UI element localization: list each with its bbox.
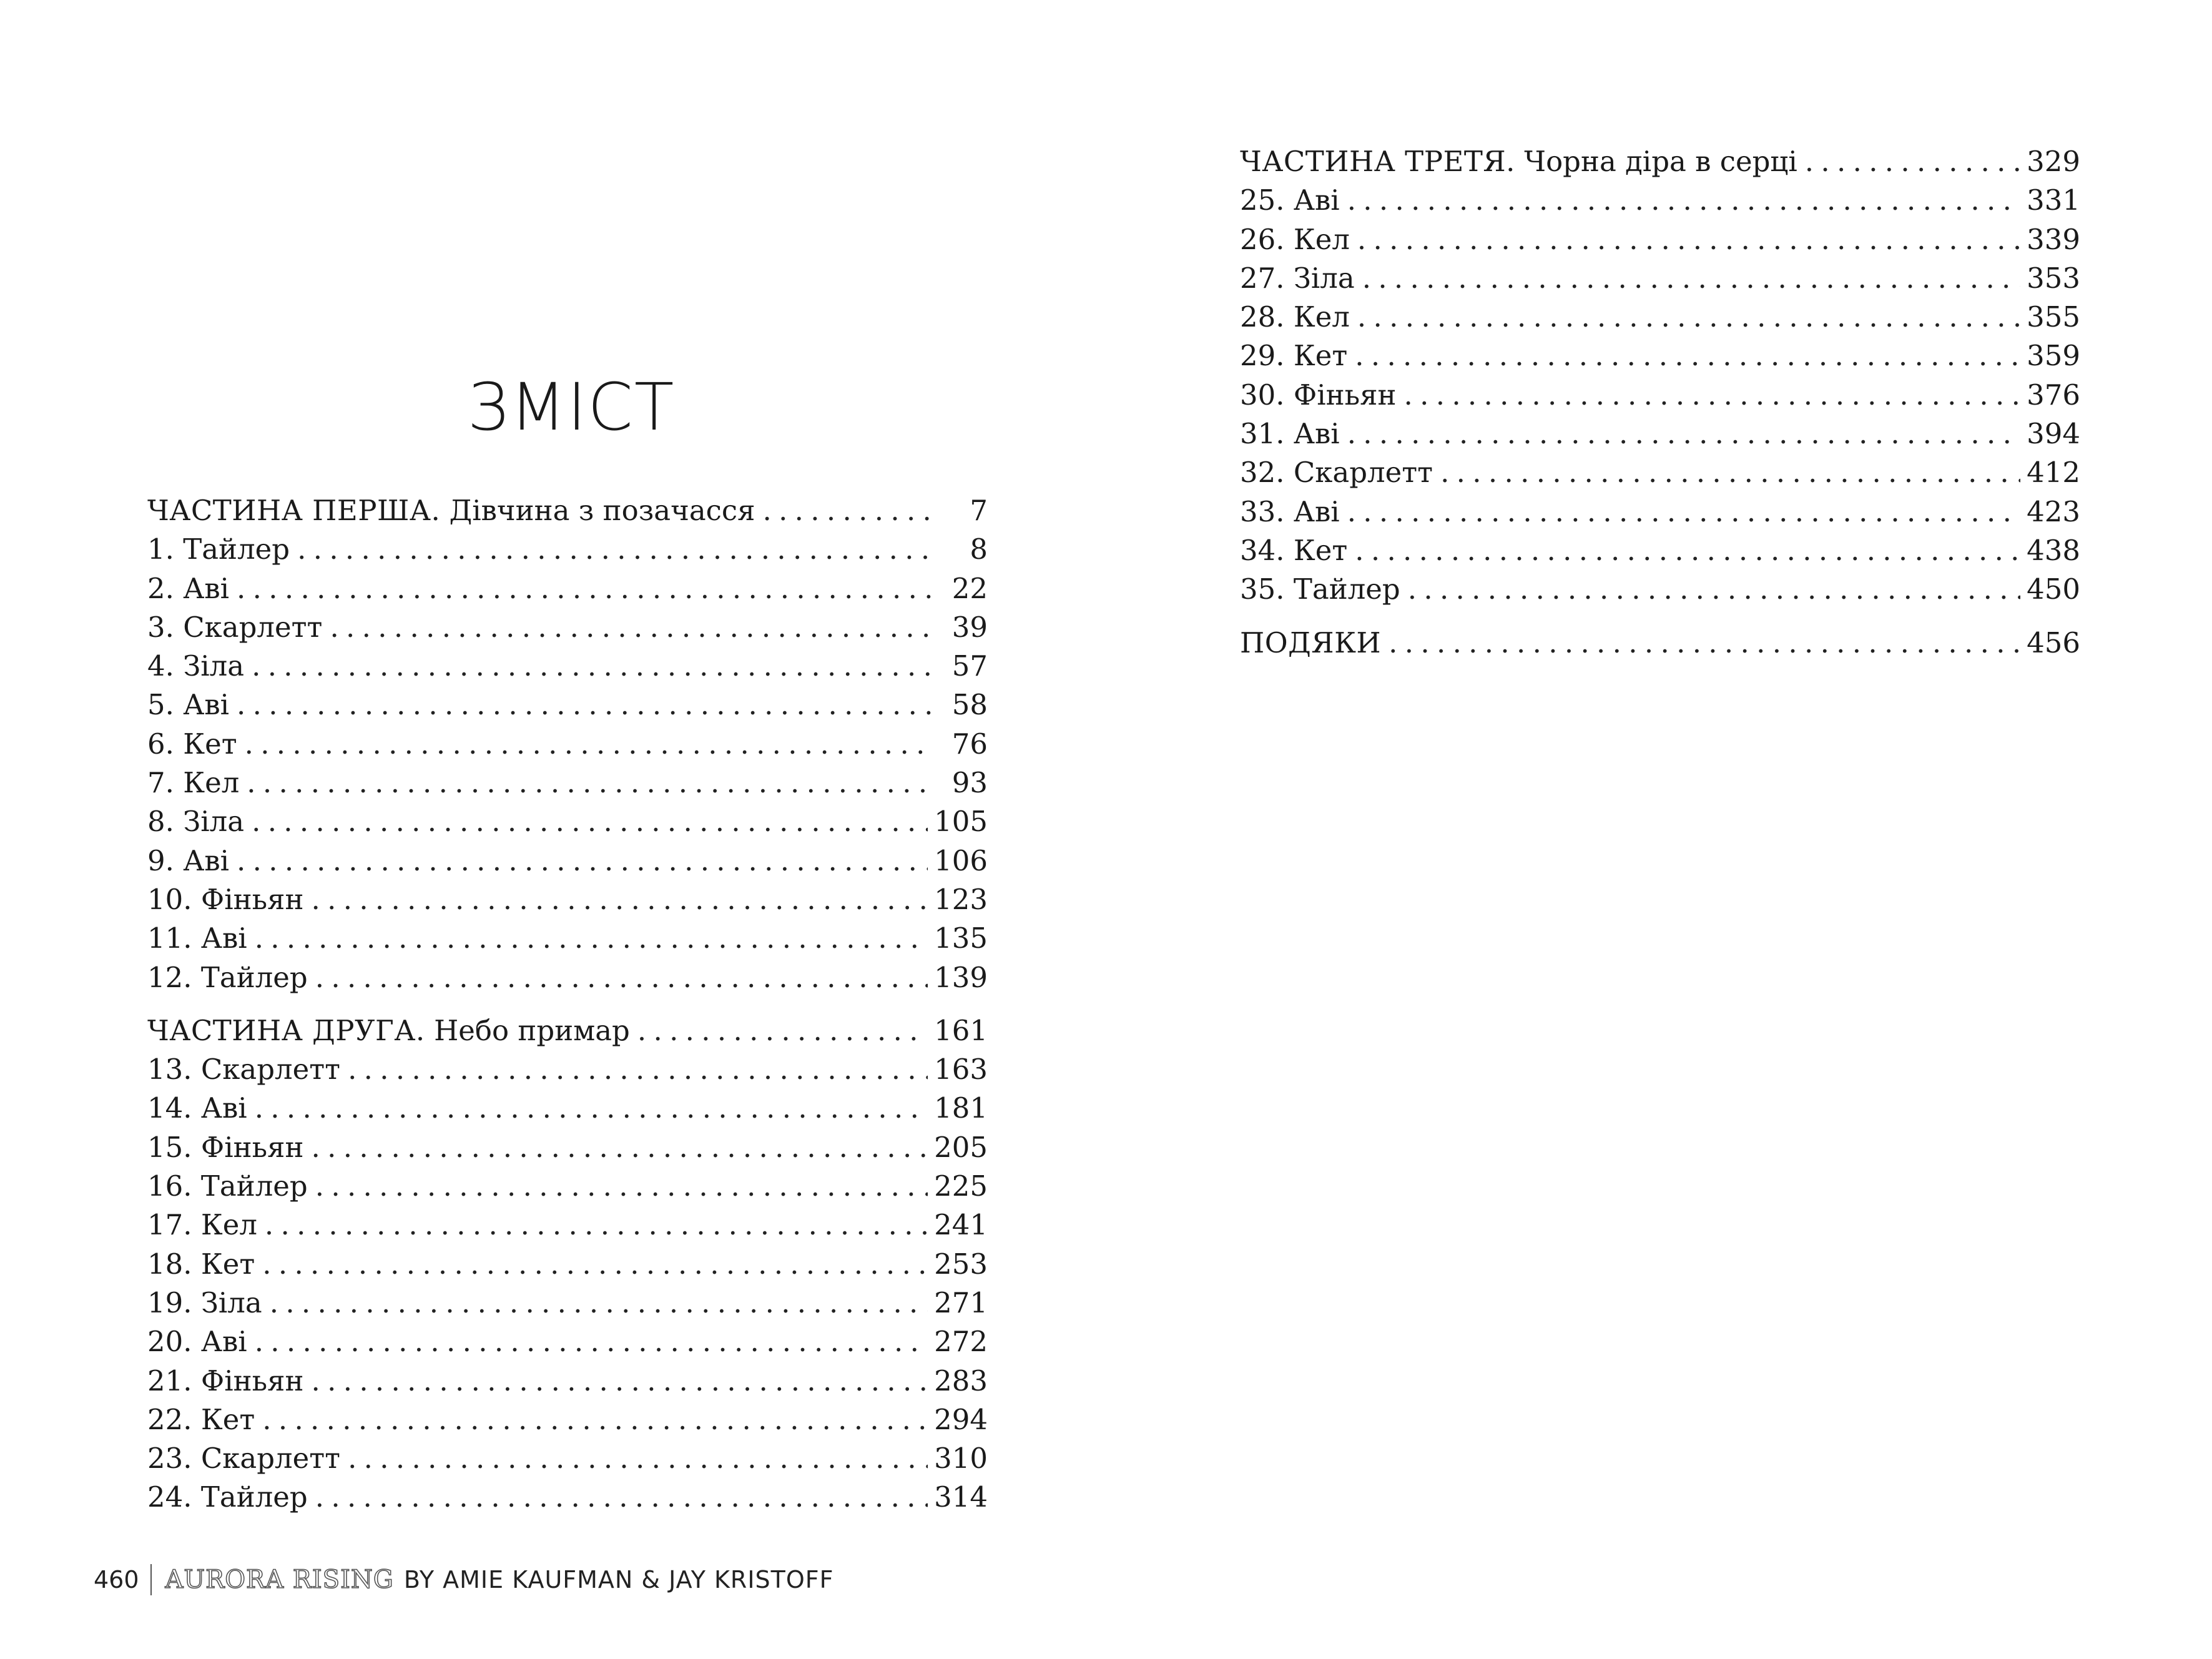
toc-dot-leader [1347,493,2020,531]
toc-page-number: 225 [934,1169,988,1203]
toc-entry-title: 3. Скарлетт [147,610,323,644]
toc-entry-title: 25. Аві [1240,184,1340,217]
toc-dot-leader [245,725,931,764]
toc-entry-title: 1. Тайлер [147,533,290,566]
toc-dot-leader [237,686,931,724]
page-number: 460 [94,1566,139,1593]
toc-entry-title: 7. Кел [147,766,240,800]
toc-chapter-entry [147,1245,988,1284]
toc-chapter-entry [1240,259,2080,298]
toc-chapter-entry [147,764,988,802]
toc-page-number: 253 [934,1247,988,1281]
toc-entry-title [1240,142,1797,181]
toc-dot-leader [1355,337,2020,375]
toc-chapter-entry [147,1401,988,1439]
toc-chapter-entry [1240,531,2080,570]
toc-page-number: 359 [2027,339,2080,373]
toc-entry-title: 11. Аві [147,922,247,955]
toc-entry-title: 29. Кет [1240,339,1348,373]
toc-dot-leader [1805,142,2020,181]
toc-entry-title: 4. Зіла [147,649,245,683]
toc-entry-title: 13. Скарлетт [147,1053,341,1086]
toc-part-subtitle: Чорна діра в серці [1524,145,1797,178]
toc-entry-title: 9. Аві [147,844,230,877]
toc-chapter-entry [147,802,988,841]
toc-dot-leader [247,764,931,802]
toc-page-number: 7 [970,494,988,527]
toc-entry-title [1240,624,1381,662]
toc-entry-title: 31. Аві [1240,417,1340,451]
toc-chapter-entry [147,1089,988,1128]
footer-divider [150,1564,152,1595]
toc-dot-leader [252,802,928,841]
toc-dot-leader [637,1012,928,1050]
toc-dot-leader [297,530,931,569]
toc-dot-leader [255,1089,928,1128]
toc-page-number: 8 [970,533,988,566]
toc-dot-leader [762,491,931,530]
toc-chapter-entry [1240,570,2080,609]
toc-chapter-entry [147,608,988,647]
toc-dot-leader [330,608,931,647]
toc-entry-title: 6. Кет [147,727,237,761]
toc-page-number: 376 [2027,378,2080,411]
toc-page-number: 123 [934,882,988,916]
toc-page-number: 161 [934,1013,988,1047]
toc-entry-title [147,491,755,530]
toc-dot-leader [1355,531,2020,570]
toc-entry-title: 19. Зіла [147,1286,262,1319]
toc-entry-title: 17. Кел [147,1208,257,1242]
toc-chapter-entry [1240,376,2080,415]
toc-chapter-entry [1240,298,2080,337]
toc-chapter-entry [147,1362,988,1401]
toc-page-number: 329 [2027,145,2080,178]
toc-page-number: 205 [934,1130,988,1164]
toc-dot-leader [312,880,928,919]
toc-entry-title: 5. Аві [147,688,230,722]
toc-page-number: 93 [951,766,988,800]
toc-entry-title: 8. Зіла [147,805,245,839]
toc-dot-leader [312,1128,928,1167]
toc-dot-leader [262,1245,928,1284]
toc-entry-title: 20. Аві [147,1325,247,1359]
toc-dot-leader [1347,415,2020,453]
toc-entry-title: 30. Фіньян [1240,378,1397,411]
toc-page-number: 438 [2027,533,2080,567]
toc-entry-title: 12. Тайлер [147,960,308,994]
toc-page-number: 310 [934,1442,988,1475]
toc-part-label: ПОДЯКИ [1240,626,1382,659]
toc-page-number: 394 [2027,417,2080,451]
toc-entry-title: 32. Скарлетт [1240,456,1433,490]
toc-entry-title: 33. Аві [1240,495,1340,528]
toc-dot-leader [1357,298,2020,337]
toc-chapter-entry [147,530,988,569]
toc-page-number: 353 [2027,261,2080,295]
toc-page-number: 105 [934,805,988,839]
toc-entry-title [147,1012,630,1050]
toc-part-subtitle: Дівчина з позачасся [449,494,755,527]
toc-entry-title: 24. Тайлер [147,1480,308,1514]
toc-entry-title: 21. Фіньян [147,1364,304,1397]
toc-dot-leader [1440,453,2020,492]
toc-page-number: 181 [934,1091,988,1125]
toc-page-number: 106 [934,844,988,877]
toc-entry-title: 18. Кет [147,1247,255,1281]
book-title: AURORA RISING [165,1565,394,1594]
toc-chapter-entry [147,1439,988,1478]
toc-dot-leader [348,1439,928,1478]
toc-chapter-entry [1240,415,2080,453]
toc-entry-title: 16. Тайлер [147,1169,308,1203]
toc-part-entry [1240,624,2080,662]
toc-dot-leader [255,1322,928,1361]
toc-part-label: ЧАСТИНА ПЕРША. [147,494,441,527]
toc-dot-leader [1357,220,2020,259]
toc-chapter-entry [1240,181,2080,220]
toc-chapter-entry [147,1478,988,1517]
toc-chapter-entry [147,725,988,764]
toc-chapter-entry [147,842,988,880]
toc-dot-leader [1404,376,2021,415]
toc-dot-leader [1389,624,2020,662]
toc-chapter-entry [1240,220,2080,259]
toc-entry-title: 23. Скарлетт [147,1442,341,1475]
toc-dot-leader [252,647,931,686]
toc-page-number: 272 [934,1325,988,1359]
toc-part-entry [147,491,988,530]
toc-page-number: 423 [2027,495,2080,528]
toc-chapter-entry [147,1128,988,1167]
toc-part-entry [147,1012,988,1050]
toc-dot-leader [255,919,928,958]
toc-page-number: 412 [2027,456,2080,490]
toc-page-number: 58 [951,688,988,722]
toc-chapter-entry [147,1050,988,1089]
toc-chapter-entry [147,1167,988,1206]
toc-part-label: ЧАСТИНА ТРЕТЯ. [1240,145,1515,178]
toc-chapter-entry [147,686,988,724]
toc-page-number: 76 [951,727,988,761]
toc-entry-title: 35. Тайлер [1240,573,1400,606]
toc-dot-leader [265,1206,928,1244]
toc-dot-leader [237,842,928,880]
toc-right-column [1240,142,2080,662]
toc-page-number: 163 [934,1053,988,1086]
toc-chapter-entry [147,1206,988,1244]
toc-entry-title: 26. Кел [1240,222,1350,256]
toc-chapter-entry [1240,493,2080,531]
toc-entry-title: 10. Фіньян [147,882,304,916]
toc-chapter-entry [147,880,988,919]
toc-chapter-entry [147,1284,988,1322]
toc-dot-leader [315,1478,928,1517]
toc-chapter-entry [147,569,988,608]
toc-dot-leader [270,1284,928,1322]
page-footer [94,1561,833,1598]
toc-chapter-entry [147,647,988,686]
toc-entry-title: 14. Аві [147,1091,247,1125]
toc-chapter-entry [1240,453,2080,492]
toc-page-number: 135 [934,922,988,955]
toc-page-number: 241 [934,1208,988,1242]
toc-entry-title: 28. Кел [1240,300,1350,334]
toc-part-label: ЧАСТИНА ДРУГА. [147,1013,425,1047]
toc-dot-leader [1347,181,2020,220]
toc-entry-title: 22. Кет [147,1402,255,1436]
toc-page-number: 314 [934,1480,988,1514]
contents-heading: ЗМІСТ [467,369,676,445]
toc-page-number: 57 [951,649,988,683]
toc-page-number: 355 [2027,300,2080,334]
toc-dot-leader [348,1050,928,1089]
toc-chapter-entry [147,958,988,997]
toc-chapter-entry [147,1322,988,1361]
toc-entry-title: 27. Зіла [1240,261,1355,295]
toc-dot-leader [262,1401,928,1439]
toc-page-number: 271 [934,1286,988,1319]
toc-dot-leader [237,569,931,608]
toc-page-number: 39 [951,610,988,644]
toc-page-number: 339 [2027,222,2080,256]
toc-dot-leader [1408,570,2020,609]
toc-page-number: 283 [934,1364,988,1397]
toc-page-number: 294 [934,1402,988,1436]
toc-page-number: 450 [2027,573,2080,606]
toc-part-subtitle: Небо примар [434,1013,630,1047]
toc-dot-leader [1362,259,2020,298]
book-authors: BY AMIE KAUFMAN & JAY KRISTOFF [403,1566,834,1593]
toc-entry-title: 2. Аві [147,571,230,605]
toc-entry-title: 34. Кет [1240,533,1348,567]
toc-page-number: 22 [951,571,988,605]
toc-left-column [147,491,988,1517]
toc-page-number: 331 [2027,184,2080,217]
toc-part-entry [1240,142,2080,181]
toc-dot-leader [315,958,928,997]
toc-chapter-entry [1240,337,2080,375]
toc-page-number: 139 [934,960,988,994]
toc-dot-leader [312,1362,928,1401]
toc-entry-title: 15. Фіньян [147,1130,304,1164]
toc-page-number: 456 [2027,626,2080,659]
toc-chapter-entry [147,919,988,958]
toc-dot-leader [315,1167,928,1206]
